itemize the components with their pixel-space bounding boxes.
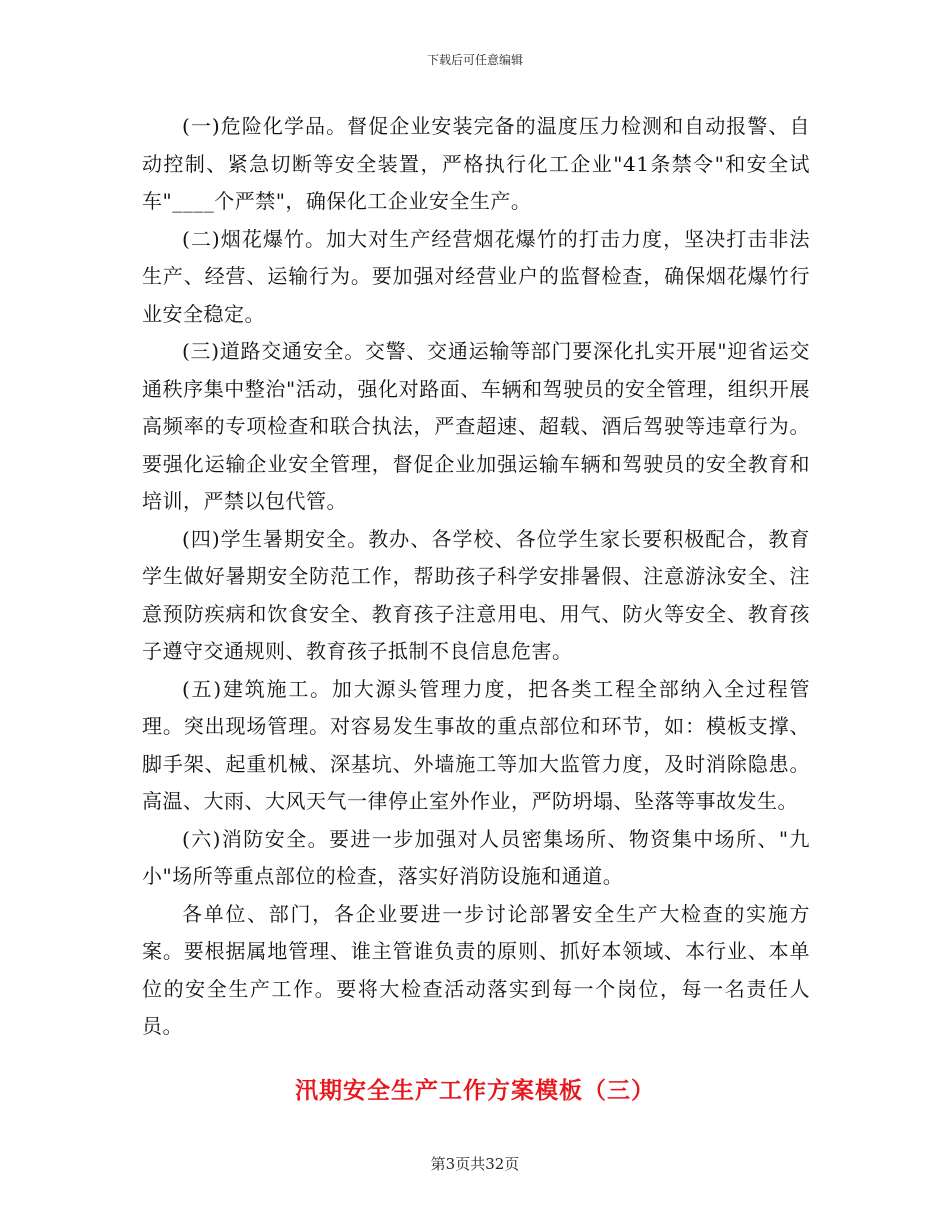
paragraph-fireworks: (二)烟花爆竹。加大对生产经营烟花爆竹的打击力度，坚决打击非法生产、经营、运输行为。要加强对经营业户的监督检查，确保烟花爆竹行业安全稳定。	[142, 226, 810, 326]
page-header: 下载后可任意编辑	[426, 53, 523, 67]
section-title: 汛期安全生产工作方案模板（三）	[295, 1078, 655, 1104]
paragraph-hazardous-chemicals: (一)危险化学品。督促企业安装完备的温度压力检测和自动报警、自动控制、紧急切断等安全装置，严格执行化工企业"41条禁令"和安全试车"____个严禁"，确保化工企业安全生产。	[142, 114, 810, 213]
page-footer: 第3页共32页	[430, 1155, 520, 1173]
paragraph-closing: 各单位、部门，各企业要进一步讨论部署安全生产大检查的实施方案。要根据属地管理、谁主管谁负责的原则、抓好本领域、本行业、本单位的安全生产工作。要将大检查活动落实到每一个岗位，每一名责任人员。	[142, 901, 810, 1038]
paragraph-student-summer: (四)学生暑期安全。教办、各学校、各位学生家长要积极配合，教育学生做好暑期安全防范工作，帮助孩子科学安排暑假、注意游泳安全、注意预防疾病和饮食安全、教育孩子注意用电、用气、防火等安全、教育孩子遵守交通规则、教育孩子抵制不良信息危害。	[142, 526, 810, 663]
paragraph-road-traffic: (三)道路交通安全。交警、交通运输等部门要深化扎实开展"迎省运交通秩序集中整治"活动，强化对路面、车辆和驾驶员的安全管理，组织开展高频率的专项检查和联合执法，严查超速、超载、酒后驾驶等违章行为。要强化运输企业安全管理，督促企业加强运输车辆和驾驶员的安全教育和培训，严禁以包代管。	[142, 339, 810, 513]
document-body	[142, 108, 810, 1046]
paragraph-construction: (五)建筑施工。加大源头管理力度，把各类工程全部纳入全过程管理。突出现场管理。对容易发生事故的重点部位和环节，如：模板支撑、脚手架、起重机械、深基坑、外墙施工等加大监管力度，及时消除隐患。高温、大雨、大风天气一律停止室外作业，严防坍塌、坠落等事故发生。	[142, 676, 810, 813]
paragraph-fire-safety: (六)消防安全。要进一步加强对人员密集场所、物资集中场所、"九小"场所等重点部位的检查，落实好消防设施和通道。	[142, 826, 810, 888]
